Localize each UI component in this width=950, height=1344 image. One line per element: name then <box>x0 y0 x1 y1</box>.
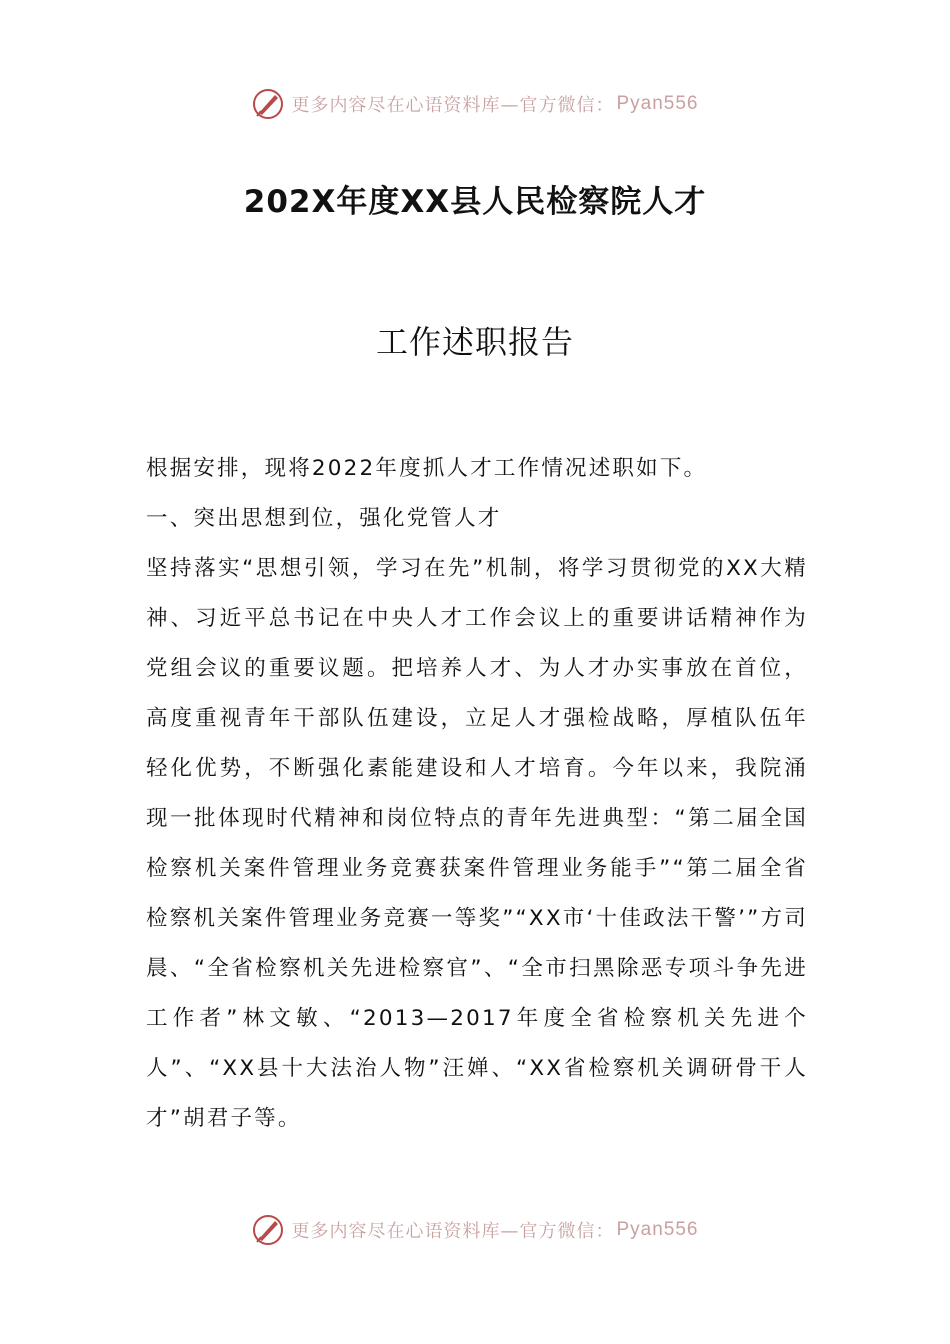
watermark-wechat-id: Pyan556 <box>616 93 699 114</box>
watermark-text: 更多内容尽在心语资料库—官方微信： <box>291 95 615 116</box>
section-1-paragraph: 坚持落实“思想引领，学习在先”机制，将学习贯彻党的XX大精神、习近平总书记在中央人才工作会议上的重要讲话精神作为党组会议的重要议题。把培养人才、为人才办实事放在首位，高度重视青年干部队伍建设，立足人才强检战略，厚植队伍年轻化优势，不断强化素能建设和人才培育。今年以来，我院涌现一批体现时代精神和岗位特点的青年先进典型：“第二届全国检察机关案件管理业务竞赛获案件管理业务能手”“第二届全省检察机关案件管理业务竞赛一等奖”“XX市‘十佳政法干警’”方司晨、“全省检察机关先进检察官”、“全市扫黑除恶专项斗争先进工作者”林文敏、“2013—2017年度全省检察机关先进个人”、“XX县十大法治人物”汪婵、“XX省检察机关调研骨干人才”胡君子等。 <box>146 556 808 1131</box>
watermark-footer <box>0 1210 950 1250</box>
document-title-line-2: 工作述职报告 <box>375 323 574 361</box>
quill-logo-icon <box>251 1213 285 1247</box>
document-body <box>146 444 808 1144</box>
section-1-heading: 一、突出思想到位，强化党管人才 <box>146 506 502 531</box>
intro-paragraph: 根据安排，现将2022年度抓人才工作情况述职如下。 <box>146 456 708 481</box>
quill-logo-icon <box>251 87 285 121</box>
watermark-header <box>0 84 950 124</box>
watermark-text: 更多内容尽在心语资料库—官方微信： <box>291 1221 615 1242</box>
document-title-line-1: 202X年度XX县人民检察院人才 <box>243 184 707 220</box>
watermark-wechat-id: Pyan556 <box>616 1219 699 1240</box>
